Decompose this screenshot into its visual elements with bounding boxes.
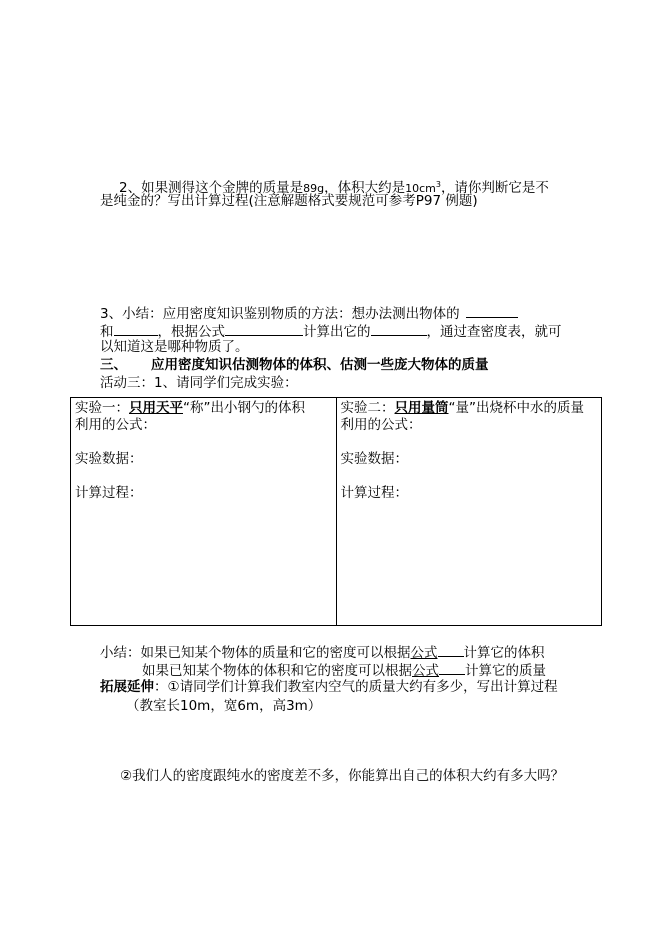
extension-q1-detail: （教室长10m，宽6m，高3m）	[126, 698, 322, 714]
q3-text-2b: ，根据公式	[157, 324, 225, 340]
section-title: 应用密度知识估测物体的体积、估测一些庞大物体的质量	[151, 357, 489, 373]
blank-summary-1[interactable]	[438, 643, 464, 657]
q2-text-a: 2、如果测得这个金牌的质量是	[119, 180, 304, 196]
q2-volume: 10cm	[405, 182, 436, 195]
experiment-2-data-label: 实验数据：	[340, 451, 408, 467]
q3-text-2d: ，通过查密度表，就可	[426, 324, 562, 340]
experiment-2-calc-label: 计算过程：	[340, 485, 408, 501]
experiment-1-calc-label: 计算过程：	[75, 485, 143, 501]
blank-physical-quantity-1[interactable]	[466, 304, 518, 318]
activity-intro: 活动三：1、请同学们完成实验：	[100, 375, 298, 391]
q2-text-b: ，体积大约是	[324, 180, 406, 196]
q2-text-c: ，请你判断它是不	[440, 180, 549, 196]
summary-formula-1: 公式	[410, 645, 438, 661]
section-number: 三、	[100, 357, 127, 373]
experiment-1-formula-label: 利用的公式：	[75, 417, 156, 433]
experiment-1-data-label: 实验数据：	[75, 451, 143, 467]
q3-text-2c: 计算出它的	[303, 324, 371, 340]
experiment-2-formula-label: 利用的公式：	[340, 417, 422, 433]
experiment-2-emphasis: 只用量筒	[394, 400, 449, 416]
q3-line-1	[100, 304, 518, 323]
experiment-1-cell	[71, 398, 337, 626]
summary-formula-2: 公式	[412, 663, 439, 679]
experiment-table	[70, 397, 602, 626]
q2-mass: 89g	[303, 182, 325, 195]
blank-formula[interactable]	[225, 322, 303, 336]
extension-q2: ②我们人的密度跟纯水的密度差不多，你能算出自己的体积大约有多大吗？	[120, 768, 565, 784]
q3-text-2a: 和	[100, 324, 114, 340]
experiment-2-title: 实验二：只用量筒“量”出烧杯中水的质量	[340, 400, 584, 416]
q3-text-1: 3、小结：应用密度知识鉴别物质的方法：想办法测出物体的	[100, 306, 460, 322]
experiment-1-title: 实验一：只用天平“称”出小钢勺的体积	[75, 400, 305, 416]
experiment-2-cell	[336, 398, 602, 626]
q2-line-2: 是纯金的？写出计算过程(注意解题格式要规范可参考P97 例题)	[100, 193, 478, 209]
blank-density[interactable]	[371, 322, 427, 336]
blank-physical-quantity-2[interactable]	[114, 322, 158, 336]
extension-label: 拓展延伸	[100, 679, 154, 695]
q3-line-3: 以知道这是哪种物质了。	[100, 339, 249, 355]
summary-line-2: 如果已知某个物体的体积和它的密度可以根据公式 计算它的质量	[142, 663, 546, 679]
summary-line-1: 小结：如果已知某个物体的质量和它的密度可以根据公式 计算它的体积	[100, 645, 545, 661]
q2-volume-exponent: 3	[435, 180, 441, 189]
extension-q1: ①请同学们计算我们教室内空气的质量大约有多少，写出计算过程	[167, 679, 558, 695]
extension-line-1: 拓展延伸：①请同学们计算我们教室内空气的质量大约有多少，写出计算过程	[100, 679, 558, 695]
section-heading	[100, 357, 489, 374]
experiment-1-emphasis: 只用天平	[129, 400, 183, 416]
blank-summary-2[interactable]	[439, 661, 465, 675]
